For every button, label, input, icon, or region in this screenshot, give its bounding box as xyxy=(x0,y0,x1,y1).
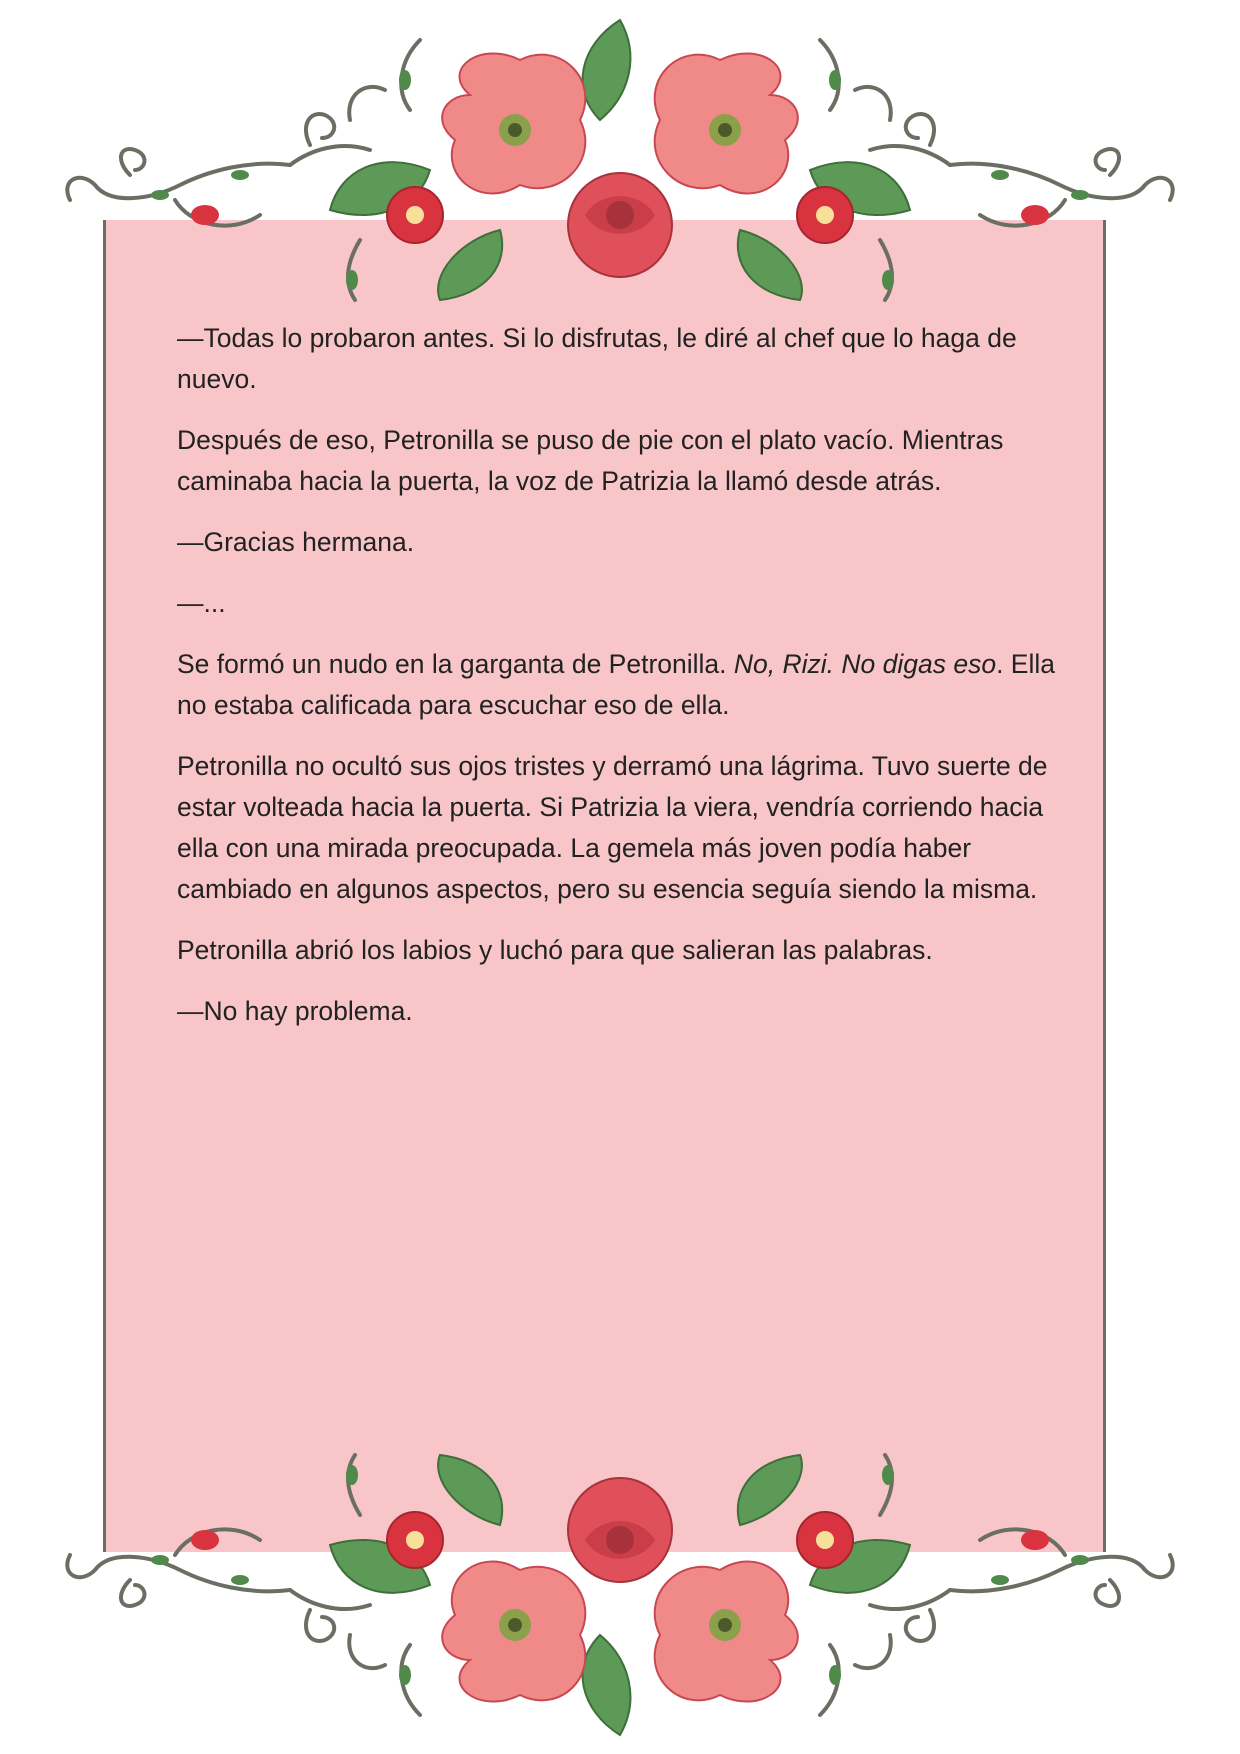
paragraph-3: —Gracias hermana. xyxy=(177,527,415,557)
story-text xyxy=(177,318,1077,1052)
paragraph-5 xyxy=(177,644,1077,726)
paragraph-5-before: Se formó un nudo en la garganta de Petronilla. xyxy=(177,649,734,679)
paragraph-7: Petronilla abrió los labios y luchó para que salieran las palabras. xyxy=(177,935,933,965)
paragraph-5-after: . Ella no estaba calificada para escuchar eso de ella. xyxy=(177,649,1055,720)
paragraph-1: —Todas lo probaron antes. Si lo disfrutas, le diré al chef que lo haga de nuevo. xyxy=(177,323,1017,394)
floral-border-bottom-icon xyxy=(0,1410,1240,1754)
paragraph-8: —No hay problema. xyxy=(177,996,413,1026)
floral-border-top-icon xyxy=(0,0,1240,330)
paragraph-5-italic: No, Rizi. No digas eso xyxy=(733,649,997,679)
paragraph-4: —... xyxy=(177,588,226,618)
paragraph-6: Petronilla no ocultó sus ojos tristes y derramó una lágrima. Tuvo suerte de estar volteada hacia la puerta. Si Patrizia la viera, vendría corriendo hacia ella con una mirada preocupada. La gemela más joven podía haber cambiado en algunos aspectos, pero su esencia seguía siendo la misma. xyxy=(177,751,1048,904)
paragraph-2: Después de eso, Petronilla se puso de pie con el plato vacío. Mientras caminaba hacia la puerta, la voz de Patrizia la llamó desde atrás. xyxy=(177,425,1004,496)
